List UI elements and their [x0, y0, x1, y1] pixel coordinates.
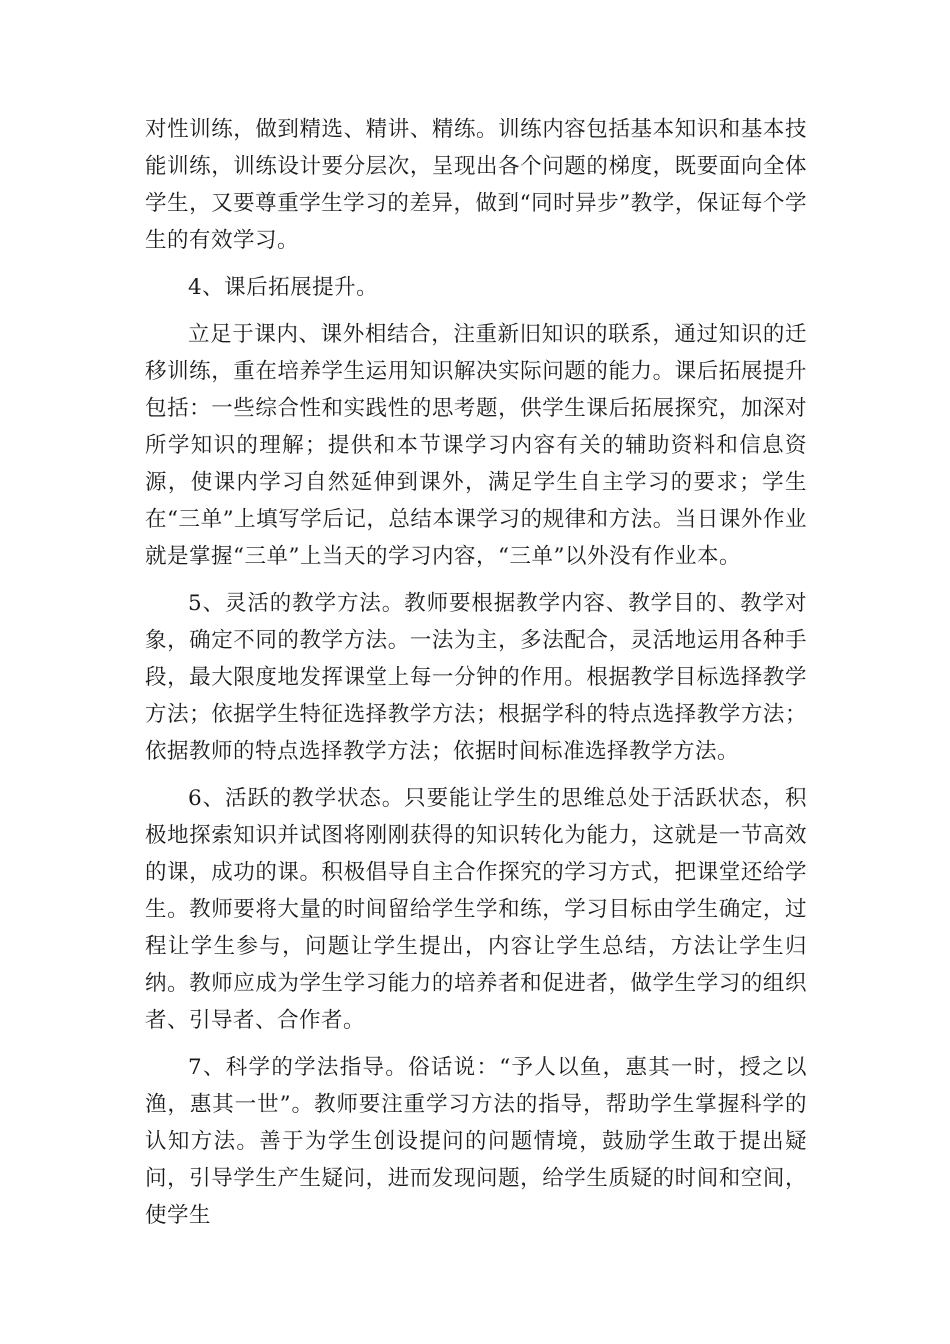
- paragraph-scientific-learning-guidance: 7、科学的学法指导。俗话说：“予人以鱼，惠其一时，授之以渔，惠其一世”。教师要注重学习方法的指导，帮助学生掌握科学的认知方法。善于为学生创设提问的问题情境，鼓励学生敢于提出疑问，引导学生产生疑问，进而发现问题，给学生质疑的时间和空间，使学生: [145, 1055, 807, 1228]
- paragraph-training-continued: 对性训练，做到精选、精讲、精练。训练内容包括基本知识和基本技能训练，训练设计要分层次，呈现出各个问题的梯度，既要面向全体学生，又要尊重学生学习的差异，做到“同时异步”教学，保证每个学生的有效学习。: [145, 117, 807, 253]
- document-body: [145, 111, 807, 1234]
- paragraph-flexible-teaching-methods: 5、灵活的教学方法。教师要根据教学内容、教学目的、教学对象，确定不同的教学方法。一法为主，多法配合，灵活地运用各种手段，最大限度地发挥课堂上每一分钟的作用。根据教学目标选择教学方法；依据学生特征选择教学方法；根据学科的特点选择教学方法；依据教师的特点选择教学方法；依据时间标准选择教学方法。: [145, 591, 807, 764]
- heading-after-class-extension: 4、课后拓展提升。: [188, 275, 379, 300]
- paragraph-after-class-extension: 立足于课内、课外相结合，注重新旧知识的联系，通过知识的迁移训练，重在培养学生运用知识解决实际问题的能力。课后拓展提升包括：一些综合性和实践性的思考题，供学生课后拓展探究，加深对所学知识的理解；提供和本节课学习内容有关的辅助资料和信息资源，使课内学习自然延伸到课外，满足学生自主学习的要求；学生在“三单”上填写学后记，总结本课学习的规律和方法。当日课外作业就是掌握“三单”上当天的学习内容，“三单”以外没有作业本。: [145, 322, 807, 569]
- paragraph-active-teaching-state: 6、活跃的教学状态。只要能让学生的思维总处于活跃状态，积极地探索知识并试图将刚刚获得的知识转化为能力，这就是一节高效的课，成功的课。积极倡导自主合作探究的学习方式，把课堂还给学生。教师要将大量的时间留给学生学和练，学习目标由学生确定，过程让学生参与，问题让学生提出，内容让学生总结，方法让学生归纳。教师应成为学生学习能力的培养者和促进者，做学生学习的组织者、引导者、合作者。: [145, 786, 807, 1033]
